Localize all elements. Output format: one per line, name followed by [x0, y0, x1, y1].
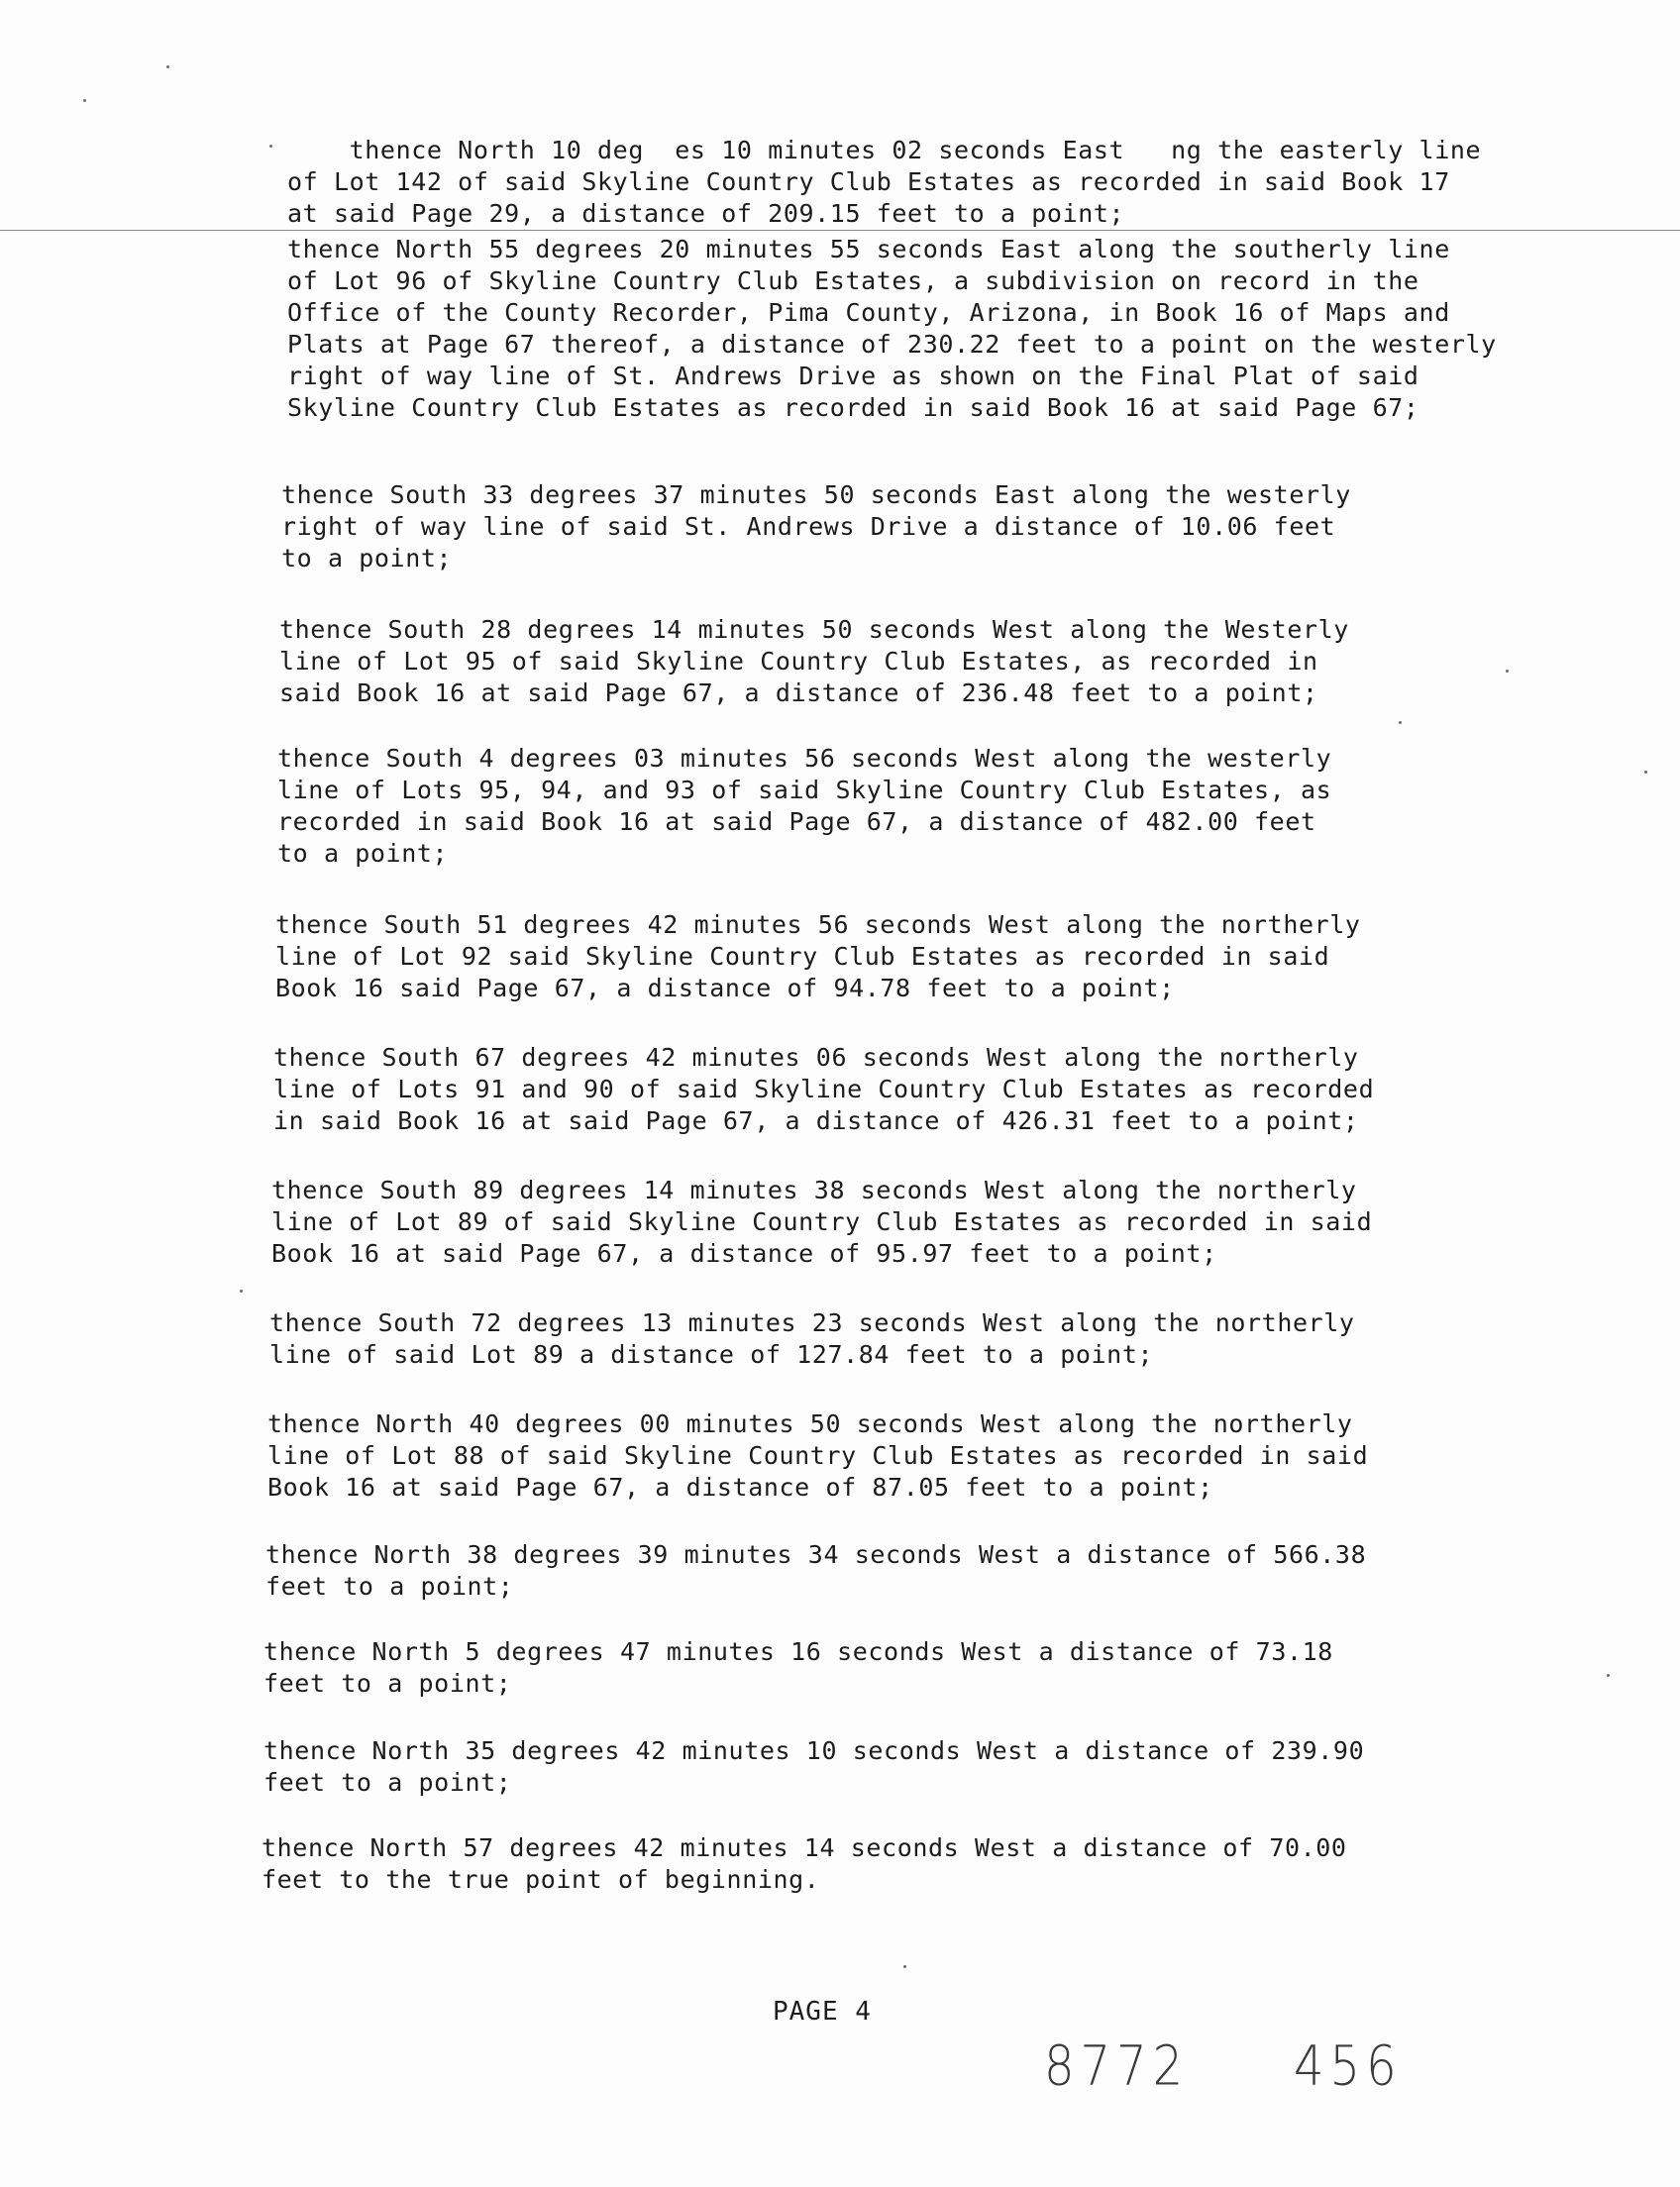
course-6-line-1: thence South 51 degrees 42 minutes 56 seconds West along the northerly: [275, 910, 1361, 939]
course-13-line-2: feet to a point;: [263, 1768, 512, 1797]
course-10-line-2: line of Lot 88 of said Skyline Country Club Estates as recorded in said: [267, 1441, 1369, 1470]
course-paragraph-14: [262, 1832, 1347, 1896]
course-6-line-3: Book 16 said Page 67, a distance of 94.78 feet to a point;: [275, 974, 1175, 1002]
course-9-line-2: line of said Lot 89 a distance of 127.84 feet to a point;: [269, 1340, 1154, 1369]
course-3-line-3: to a point;: [281, 544, 453, 573]
course-5-line-4: to a point;: [277, 839, 449, 868]
course-8-line-1: thence South 89 degrees 14 minutes 38 seconds West along the northerly: [271, 1176, 1357, 1204]
scan-speck: [83, 99, 86, 102]
course-2-line-6: Skyline Country Club Estates as recorded in said Book 16 at said Page 67;: [287, 393, 1419, 422]
scan-speck: [1506, 670, 1509, 673]
course-12-line-1: thence North 5 degrees 47 minutes 16 seconds West a distance of 73.18: [263, 1637, 1333, 1666]
course-8-line-3: Book 16 at said Page 67, a distance of 95.97 feet to a point;: [271, 1239, 1217, 1268]
course-paragraph-4: [279, 614, 1349, 709]
course-paragraph-10: [267, 1408, 1368, 1504]
course-2-line-1: thence North 55 degrees 20 minutes 55 seconds East along the southerly line: [287, 235, 1450, 263]
course-4-line-1: thence South 28 degrees 14 minutes 50 seconds West along the Westerly: [279, 615, 1349, 644]
course-paragraph-11: [265, 1539, 1366, 1603]
course-paragraph-8: [271, 1175, 1372, 1270]
course-11-line-2: feet to a point;: [265, 1572, 514, 1601]
course-paragraph-5: [277, 743, 1331, 870]
course-paragraph-9: [269, 1307, 1355, 1371]
course-2-line-2: of Lot 96 of Skyline Country Club Estates, a subdivision on record in the: [287, 266, 1419, 295]
course-2-line-5: right of way line of St. Andrews Drive as shown on the Final Plat of said: [287, 362, 1419, 390]
course-9-line-1: thence South 72 degrees 13 minutes 23 seconds West along the northerly: [269, 1308, 1355, 1337]
docket-page-stamp: 456: [1294, 2033, 1403, 2099]
course-6-line-2: line of Lot 92 said Skyline Country Club Estates as recorded in said: [275, 942, 1330, 971]
scan-speck: [166, 65, 169, 68]
scan-rule-line: [0, 230, 1680, 231]
course-10-line-1: thence North 40 degrees 00 minutes 50 seconds West along the northerly: [267, 1409, 1353, 1438]
scan-speck: [1607, 1674, 1610, 1677]
course-7-line-3: in said Book 16 at said Page 67, a distance of 426.31 feet to a point;: [273, 1106, 1359, 1135]
course-4-line-2: line of Lot 95 of said Skyline Country Club Estates, as recorded in: [279, 647, 1318, 676]
course-1-line-3: at said Page 29, a distance of 209.15 feet to a point;: [287, 199, 1125, 228]
course-2-line-4: Plats at Page 67 thereof, a distance of 230.22 feet to a point on the westerly: [287, 330, 1497, 359]
course-2-line-3: Office of the County Recorder, Pima County, Arizona, in Book 16 of Maps and: [287, 298, 1450, 327]
scan-speck: [903, 1965, 906, 1968]
course-10-line-3: Book 16 at said Page 67, a distance of 87.05 feet to a point;: [267, 1473, 1213, 1502]
course-12-line-2: feet to a point;: [263, 1669, 512, 1698]
course-13-line-1: thence North 35 degrees 42 minutes 10 seconds West a distance of 239.90: [263, 1736, 1365, 1765]
course-14-line-2: feet to the true point of beginning.: [262, 1865, 820, 1894]
scan-speck: [1644, 771, 1647, 774]
course-11-line-1: thence North 38 degrees 39 minutes 34 seconds West a distance of 566.38: [265, 1540, 1367, 1569]
course-paragraph-12: [263, 1636, 1333, 1700]
course-14-line-1: thence North 57 degrees 42 minutes 14 seconds West a distance of 70.00: [262, 1833, 1347, 1862]
scan-speck: [269, 145, 272, 148]
scan-speck: [1399, 721, 1402, 724]
course-paragraph-3: [281, 479, 1351, 574]
course-4-line-3: said Book 16 at said Page 67, a distance of 236.48 feet to a point;: [279, 678, 1318, 707]
course-8-line-2: line of Lot 89 of said Skyline Country Club Estates as recorded in said: [271, 1207, 1373, 1236]
course-7-line-1: thence South 67 degrees 42 minutes 06 seconds West along the northerly: [273, 1043, 1359, 1072]
course-paragraph-6: [275, 909, 1361, 1004]
course-paragraph-13: [263, 1735, 1364, 1799]
course-5-line-1: thence South 4 degrees 03 minutes 56 seconds West along the westerly: [277, 744, 1332, 773]
course-1-line-2: of Lot 142 of said Skyline Country Club Estates as recorded in said Book 17: [287, 167, 1450, 196]
course-1-line-1: thence North 10 deg es 10 minutes 02 seconds East ng the easterly line: [349, 136, 1482, 164]
course-paragraph-1: [287, 103, 1481, 230]
course-5-line-2: line of Lots 95, 94, and 93 of said Skyline Country Club Estates, as: [277, 776, 1332, 804]
course-3-line-2: right of way line of said St. Andrews Drive a distance of 10.06 feet: [281, 512, 1336, 541]
course-paragraph-7: [273, 1042, 1374, 1137]
page-number-label: PAGE 4: [773, 1997, 872, 2027]
course-3-line-1: thence South 33 degrees 37 minutes 50 seconds East along the westerly: [281, 480, 1351, 509]
course-7-line-2: line of Lots 91 and 90 of said Skyline Country Club Estates as recorded: [273, 1075, 1375, 1103]
scan-speck: [240, 1290, 243, 1293]
course-5-line-3: recorded in said Book 16 at said Page 67, a distance of 482.00 feet: [277, 807, 1316, 836]
docket-number-stamp: 8772: [1044, 2033, 1190, 2099]
course-paragraph-2: [287, 234, 1497, 424]
